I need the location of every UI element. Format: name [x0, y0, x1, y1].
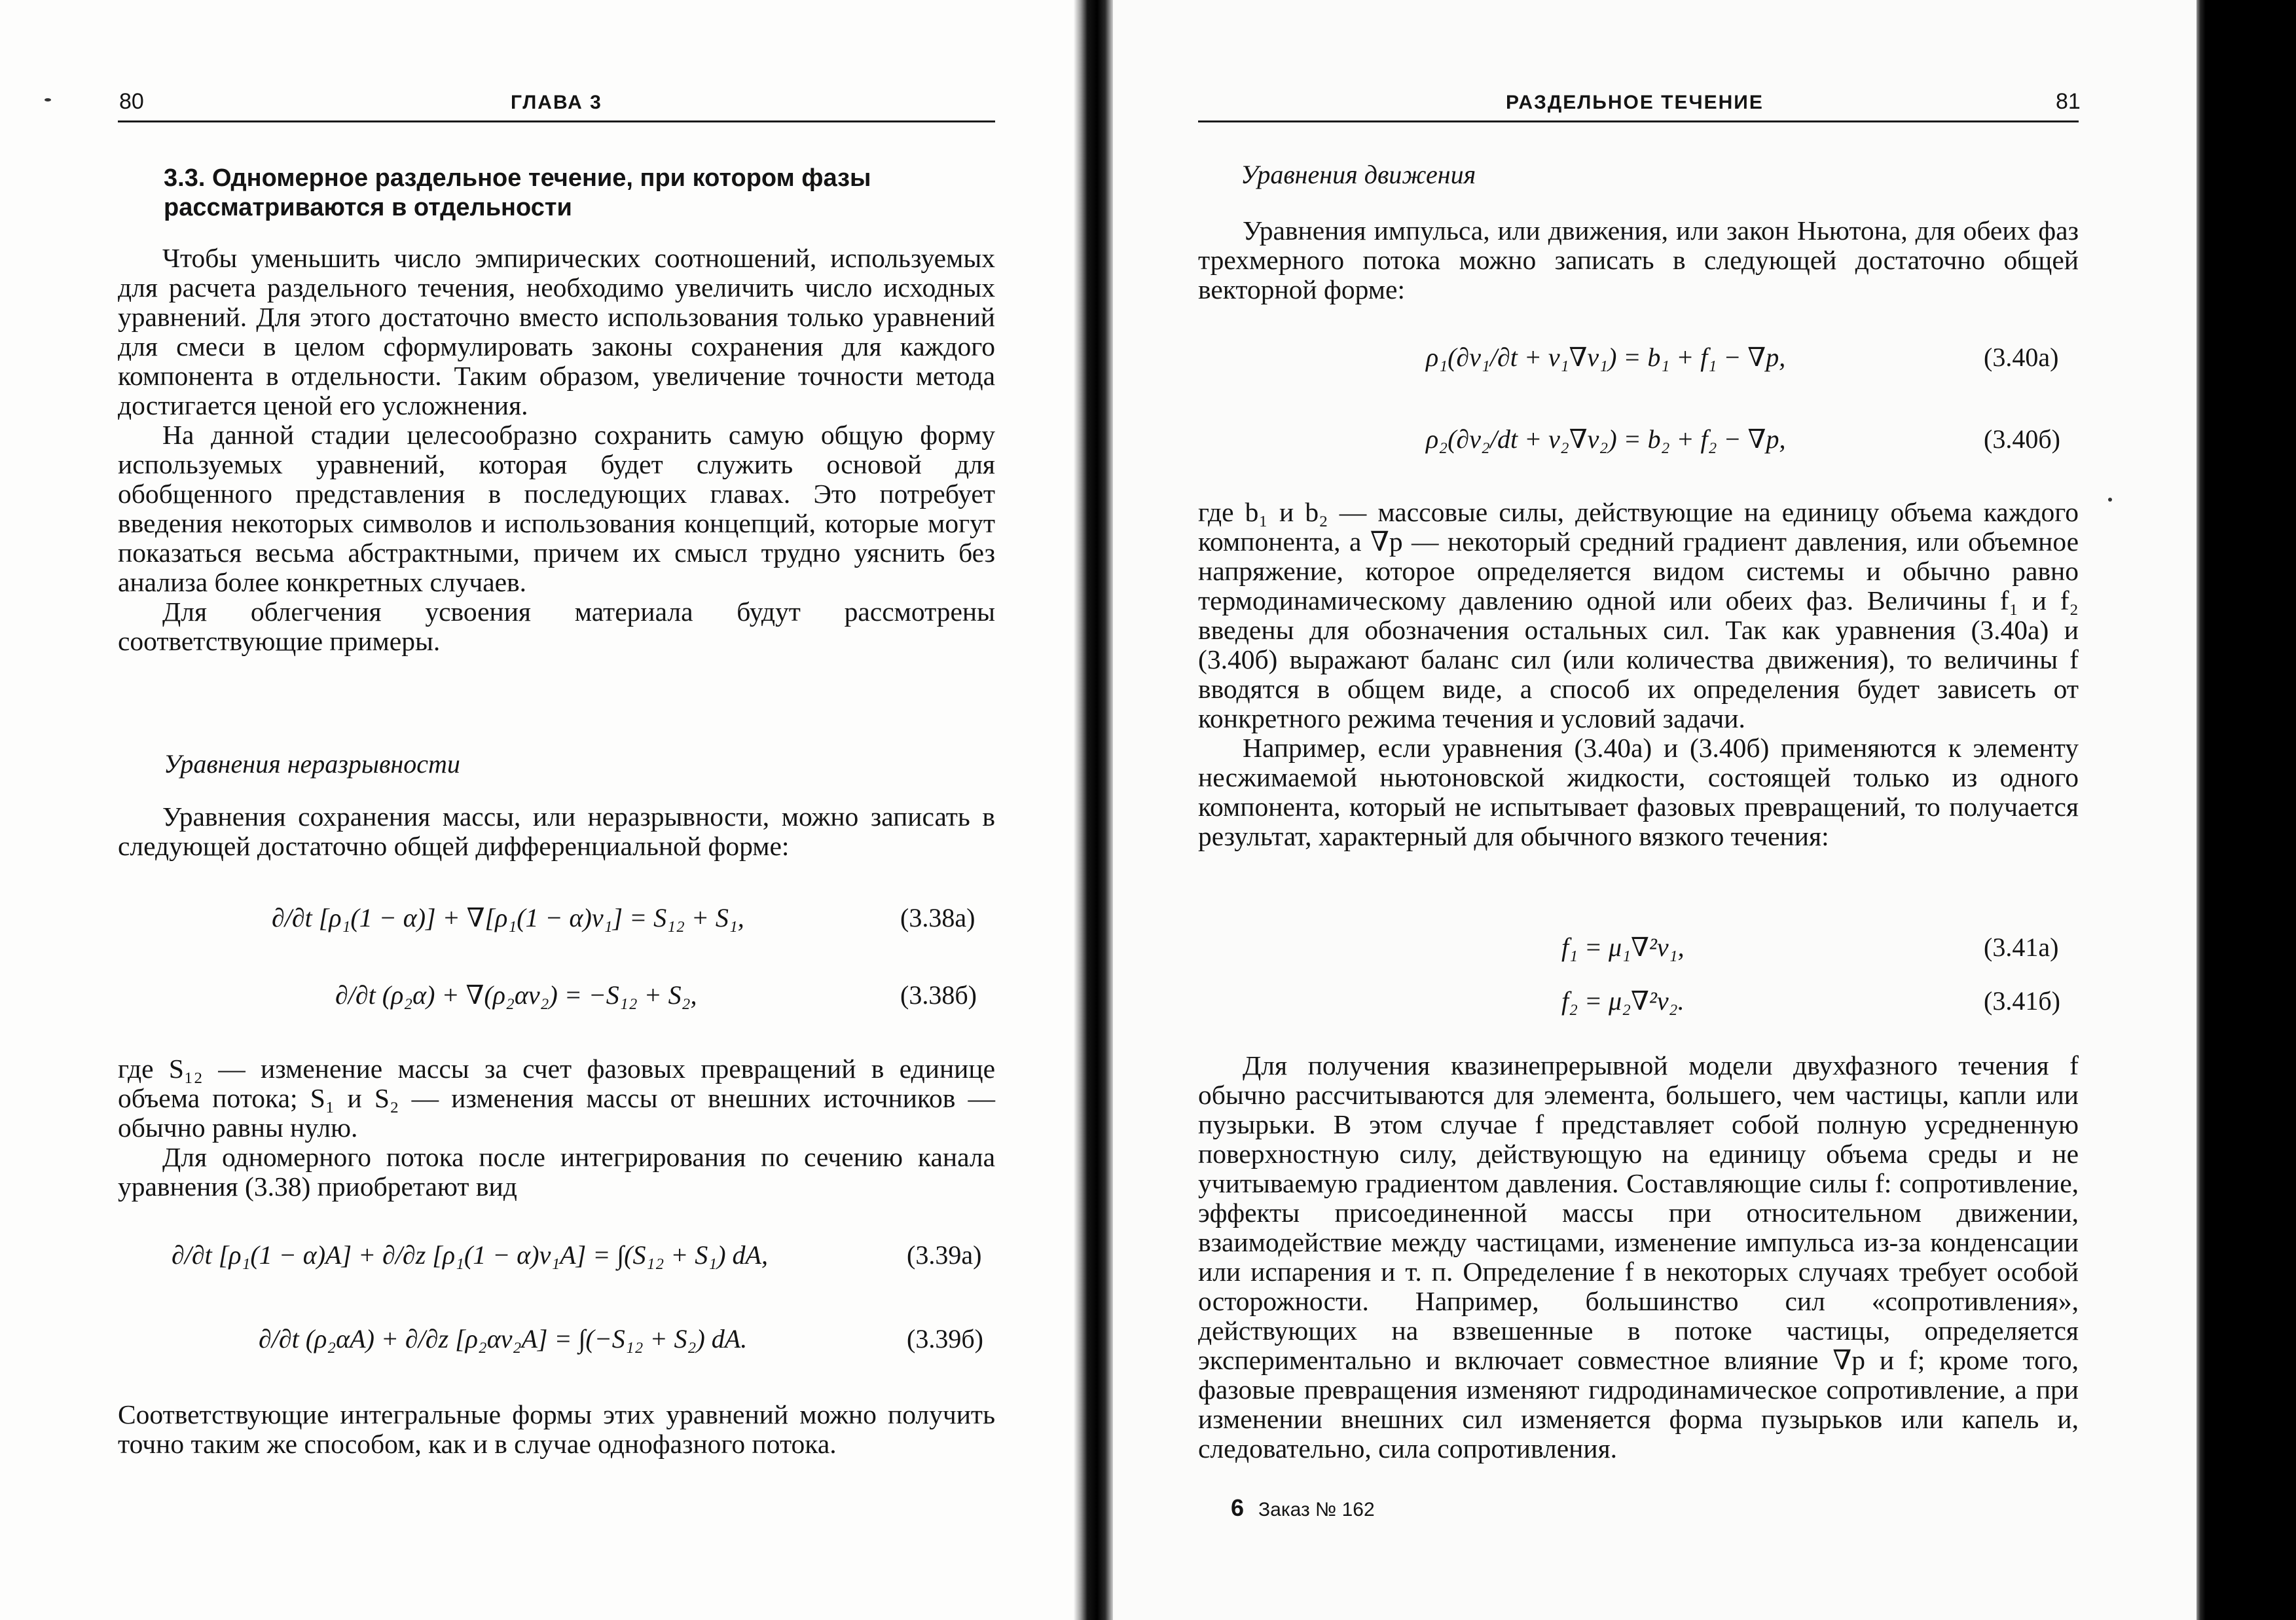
last-text-right: [1198, 1051, 2079, 1464]
paragraph: Для одномерного потока после интегрирования по сечению канала уравнения (3.38) приобретают вид: [118, 1142, 995, 1202]
equation-3-40b: ρ₂(∂v₂/dt + v₂∇v₂) = b₂ + f₂ − ∇p,: [1426, 424, 1786, 454]
equation-number-3-40b: (3.40б): [1984, 424, 2060, 454]
scan-speck: [2108, 498, 2112, 502]
equation-number-3-38a: (3.38a): [900, 903, 975, 932]
subsection-title-continuity: Уравнения неразрывности: [164, 749, 460, 779]
paragraph: Для получения квазинепрерывной модели двухфазного течения f обычно рассчитываются для элемента, большего, чем частицы, капли или пузырьки. В этом случае f представляет собой полную усредненную поверхностную силу, действующую на единицу объема среды и не учитываемую градиентом давления. Составляющие силы f: сопротивление, эффекты присоединенной массы при относительном движении, взаимодействие между частицами, изменение импульса из-за конденсации или испарения и т. п. Определение f в некоторых случаях требует особой осторожности. Например, большинство сил «сопротивления», действующих на взвешенные в потоке частицы, определяется экспериментально и включает совместное влияние ∇p и f; кроме того, фазовые превращения изменяют гидродинамическое сопротивление, а при изменении внешних сил изменяется форма пузырьков или капель и, следовательно, сила сопротивления.: [1198, 1050, 2079, 1464]
book-spine-shadow: [1074, 0, 1113, 1620]
final-text-left: [118, 1400, 995, 1459]
signature-mark: 6: [1231, 1494, 1245, 1521]
equation-number-3-39a: (3.39a): [907, 1240, 982, 1270]
paragraph: Уравнения импульса, или движения, или закон Ньютона, для обеих фаз трехмерного потока можно записать в следующей достаточно общей векторной форме:: [1198, 215, 2079, 304]
motion-text: [1198, 216, 2079, 304]
paragraph: Уравнения сохранения массы, или неразрывности, можно записать в следующей достаточно общей дифференциальной форме:: [118, 801, 995, 861]
where-text-left: [118, 1054, 995, 1202]
equation-3-40a: ρ₁(∂v₁/∂t + v₁∇v₁) = b₁ + f₁ − ∇p,: [1426, 342, 1786, 372]
paragraph: Например, если уравнения (3.40а) и (3.40б) применяются к элементу несжимаемой ньютоновской жидкости, состоящей только из одного компонента, который не испытывает фазовых превращений, то получается результат, характерный для обычного вязкого течения:: [1198, 733, 2079, 851]
paragraph: Чтобы уменьшить число эмпирических соотношений, используемых для расчета раздельного течения, необходимо увеличить число исходных уравнений. Для этого достаточно вместо использования только уравнений для смеси в целом сформулировать законы сохранения для каждого компонента в отдельности. Таким образом, увеличение точности метода достигается ценой его усложнения.: [118, 243, 995, 420]
order-number: Заказ № 162: [1258, 1499, 1375, 1520]
equation-3-41a: f₁ = μ₁∇²v₁,: [1561, 932, 1685, 962]
paragraph: Соответствующие интегральные формы этих уравнений можно получить точно таким же способом, как и в случае однофазного потока.: [118, 1399, 995, 1459]
continuity-text: [118, 802, 995, 861]
left-page: [0, 0, 1074, 1620]
equation-3-38a: ∂/∂t [ρ₁(1 − α)] + ∇[ρ₁(1 − α)v₁] = S₁₂ + S₁,: [272, 903, 744, 932]
header-rule-right: [1198, 120, 2079, 122]
running-header-left: ГЛАВА 3: [511, 92, 602, 113]
equation-number-3-38b: (3.38б): [900, 980, 977, 1010]
equation-3-39a: ∂/∂t [ρ₁(1 − α)A] + ∂/∂z [ρ₁(1 − α)v₁A] = ∫(S₁₂ + S₁) dA,: [172, 1240, 768, 1270]
printer-footer: [1231, 1494, 1375, 1522]
equation-number-3-40a: (3.40a): [1984, 342, 2059, 372]
paragraph: где S₁₂ — изменение массы за счет фазовых превращений в единице объема потока; S₁ и S₂ — изменения массы от внешних источников — обычно равны нулю.: [118, 1054, 995, 1143]
equation-3-38b: ∂/∂t (ρ₂α) + ∇(ρ₂αv₂) = −S₁₂ + S₂,: [335, 980, 697, 1010]
running-header-right: РАЗДЕЛЬНОЕ ТЕЧЕНИЕ: [1506, 92, 1764, 113]
equation-number-3-39b: (3.39б): [907, 1324, 983, 1353]
page-number-right: 81: [2056, 89, 2081, 114]
header-rule-left: [118, 120, 995, 122]
equation-number-3-41b: (3.41б): [1984, 986, 2060, 1016]
equation-3-39b: ∂/∂t (ρ₂αA) + ∂/∂z [ρ₂αv₂A] = ∫(−S₁₂ + S₂) dA.: [259, 1324, 748, 1353]
paragraph: Для облегчения усвоения материала будут рассмотрены соответствующие примеры.: [118, 597, 995, 656]
subsection-title-motion: Уравнения движения: [1241, 160, 1476, 189]
paragraph: где b₁ и b₂ — массовые силы, действующие на единицу объема каждого компонента, а ∇p — некоторый средний градиент давления, или объемное напряжение, которое определяется видом системы и обычно равно термодинамическому давлению одной или обеих фаз. Величины f₁ и f₂ введены для обозначения остальных сил. Так как уравнения (3.40а) и (3.40б) выражают баланс сил (или количества движения), то величины f вводятся в общем виде, а способ их определения будет зависеть от конкретного режима течения и условий задачи.: [1198, 497, 2079, 733]
where-text-right: [1198, 498, 2079, 851]
scan-speck: [45, 98, 51, 101]
section-title: 3.3. Одномерное раздельное течение, при котором фазы рассматриваются в отдельности: [164, 164, 871, 221]
scan-edge-shadow: [2196, 0, 2296, 1620]
paragraph: На данной стадии целесообразно сохранить самую общую форму используемых уравнений, которая будет служить основой для обобщенного представления в последующих главах. Это потребует введения некоторых символов и использования концепций, которые могут показаться весьма абстрактными, причем их смысл трудно уяснить без анализа более конкретных случаев.: [118, 420, 995, 597]
equation-3-41b: f₂ = μ₂∇²v₂.: [1561, 986, 1685, 1016]
equation-number-3-41a: (3.41a): [1984, 932, 2059, 962]
right-page: [1113, 0, 2196, 1620]
intro-text: [118, 244, 995, 656]
page-number-left: 80: [119, 89, 144, 114]
